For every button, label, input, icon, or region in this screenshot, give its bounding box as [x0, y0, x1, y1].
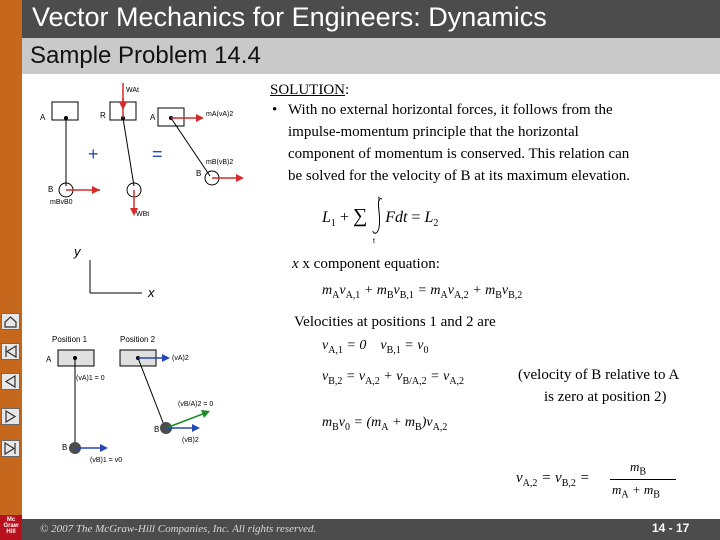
label-A-mid: A [150, 113, 156, 122]
label-B-right: B [196, 169, 202, 178]
x-italic: x [292, 256, 299, 272]
x-component-label [292, 256, 440, 273]
axis-x-label: x [148, 285, 155, 300]
eq-L1-sub: 1 [330, 218, 336, 230]
home-icon[interactable] [1, 313, 20, 330]
velocity-note-1: (velocity of B relative to A [518, 367, 680, 383]
logo-line2: Graw [3, 523, 19, 529]
integral-sign [370, 193, 390, 245]
final-denominator: $m_A + m_B$ [612, 482, 660, 501]
logo-line1: Mc [6, 517, 16, 523]
solution-heading [270, 82, 349, 99]
label-A-pos1: A [46, 355, 52, 364]
equals-sign: = [152, 144, 163, 164]
first-page-icon[interactable] [1, 343, 20, 360]
solution-line-4: be solved for the velocity of B at its maximum elevation. [288, 168, 631, 184]
page-number: 14 - 17 [652, 521, 690, 535]
impulse-momentum-diagram [30, 78, 270, 303]
label-vB2: (vB)2 [182, 437, 199, 444]
eq-plus: + [339, 209, 349, 226]
final-equation: $v_{A,2} = v_{B,2}$ = [516, 470, 590, 489]
label-A-left: A [40, 113, 46, 122]
label-vBA2: (vB/A)2 = 0 [178, 401, 214, 408]
positions-diagram [40, 330, 240, 465]
velocity-eq-3: $m_Bv_0 = (m_A + m_B)v_{A,2}$ [322, 415, 448, 433]
eq-Fdt: Fdt [385, 209, 408, 226]
label-mAvA2: mA(vA)2 [206, 111, 234, 118]
plus-sign: + [88, 144, 99, 164]
label-WB: WBt [136, 211, 150, 218]
eq-t2: t [378, 196, 380, 203]
label-B-left: B [48, 185, 54, 194]
solution-colon: : [345, 82, 350, 98]
label-WA: WAt [126, 87, 139, 94]
solution-line-2: impulse-momentum principle that the horizontal [288, 124, 579, 140]
last-page-icon[interactable] [1, 440, 20, 457]
eq-L2: L [424, 209, 434, 226]
position2-label: Position 2 [120, 335, 156, 344]
eq-equals: = [411, 209, 421, 226]
footer-bar [22, 519, 720, 540]
label-mBvB0: mBvB0 [50, 199, 73, 206]
publisher-logo [0, 515, 22, 540]
momentum-equation: $m_Av_{A,1} + m_Bv_{B,1} = m_Av_{A,2} + m_Bv_{B,2}$ [322, 283, 523, 301]
solution-heading-text: SOLUTION [270, 82, 345, 98]
label-vB1: (vB)1 = v0 [90, 457, 123, 464]
header-bar [22, 0, 720, 38]
x-component-text: x component equation: [302, 256, 440, 272]
next-page-icon[interactable] [1, 408, 20, 425]
fraction-bar [610, 479, 676, 480]
axis-y-label: y [74, 244, 81, 259]
label-vA2: (vA)2 [172, 355, 189, 362]
final-numerator: $m_B$ [630, 459, 647, 478]
eq-t1: t [373, 238, 375, 245]
previous-page-icon[interactable] [1, 373, 20, 390]
label-mBvB2: mB(vB)2 [206, 159, 234, 166]
solution-line-3: component of momentum is conserved. This relation can [288, 146, 630, 162]
solution-line-1: With no external horizontal forces, it follows from the [288, 102, 613, 118]
eq-L2-sub: 2 [433, 218, 439, 230]
label-B-pos2: B [154, 425, 160, 434]
left-accent-bar [0, 0, 22, 540]
velocity-eq-2: $v_{B,2} = v_{A,2} + v_{B/A,2} = v_{A,2}$ [322, 369, 465, 387]
eq-sum: ∑ [352, 205, 368, 227]
velocities-label: Velocities at positions 1 and 2 are [294, 314, 496, 330]
eq-L1: L [322, 209, 331, 226]
logo-line3: Hill [6, 529, 16, 535]
label-B-pos1: B [62, 443, 68, 452]
label-vA1: (vA)1 = 0 [76, 375, 105, 382]
velocity-note-2: is zero at position 2) [544, 389, 667, 405]
solution-bullet: • [272, 102, 278, 118]
section-subtitle: Sample Problem 14.4 [30, 42, 261, 69]
copyright: © 2007 The McGraw-Hill Companies, Inc. All rights reserved. [40, 523, 317, 535]
label-R: R [100, 111, 106, 120]
position1-label: Position 1 [52, 335, 88, 344]
velocity-eq-1: $v_{A,1} = 0$ $v_{B,1} = v_0$ [322, 338, 429, 356]
subtitle-bar [22, 38, 720, 74]
page-title: Vector Mechanics for Engineers: Dynamics [32, 2, 547, 32]
